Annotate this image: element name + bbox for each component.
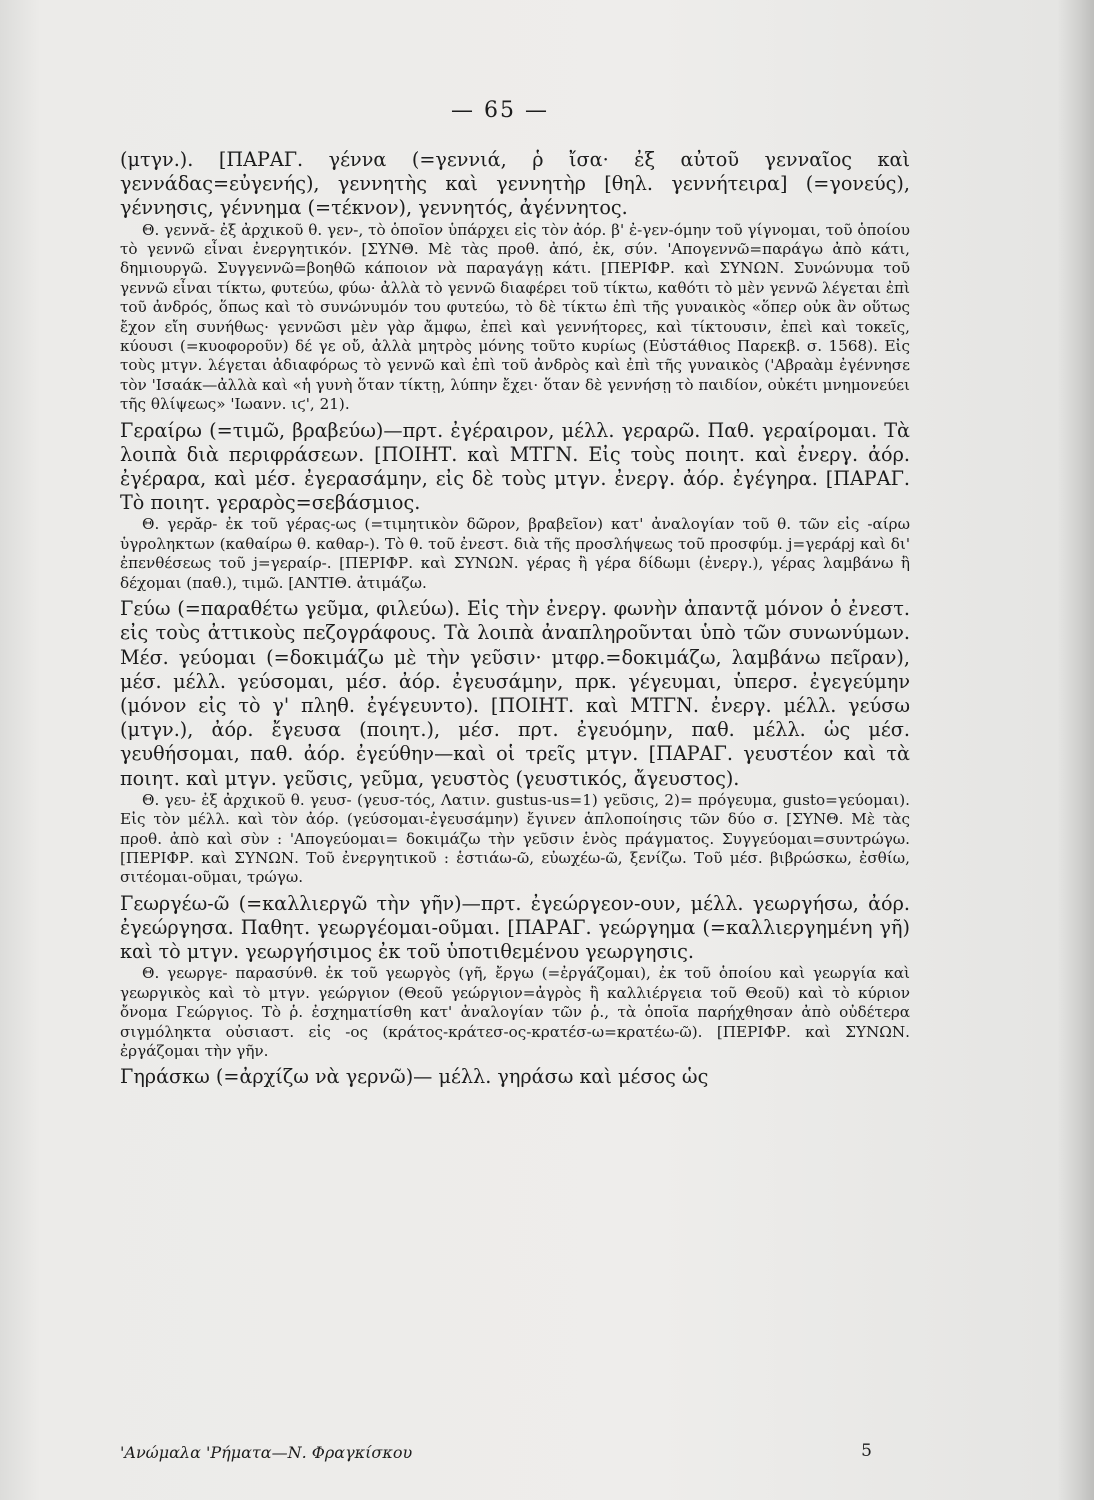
page-footer [120, 1443, 910, 1462]
entry-paragraph: (μτγν.). [ΠΑΡΑΓ. γέννα (=γεννιά, ῥ ἴσα· ἐξ αὐτοῦ γενναῖος καὶ γεννάδας=εὐγενής), γεννητὴς καὶ γεννητὴρ [θηλ. γεννήτειρα] (=γονεύς), γέννησις, γέννημα (=τέκνον), γεννητός, ἀγέννητος. [120, 148, 910, 220]
page-body [120, 148, 910, 1090]
page-number: — 65 — [451, 98, 549, 123]
etymology-paragraph: Θ. γεωργε- παρασύνθ. ἐκ τοῦ γεωργὸς (γῆ, ἔργω (=ἐργάζομαι), ἐκ τοῦ ὁποίου καὶ γεωργία καὶ γεωργικὸς καὶ τὸ μτγν. γεώργιον (Θεοῦ γεώργιον=ἀγρὸς ἢ καλλιέργεια τοῦ Θεοῦ) καὶ τὸ κύριον ὄνομα Γεώργιος. Τὸ ῥ. ἐσχηματίσθη κατ' ἀναλογίαν τῶν ῥ., τὰ ὁποῖα παρήχθησαν ἀπὸ οὐδέτερα σιγμόληκτα οὐσιαστ. εἰς -ος (κράτος-κράτεσ-ος-κρατέσ-ω=κρατέω-ῶ). [ΠΕΡΙΦΡ. καὶ ΣΥΝΩΝ. ἐργάζομαι τὴν γῆν. [120, 964, 910, 1060]
entry-paragraph: Γεραίρω (=τιμῶ, βραβεύω)—πρτ. ἐγέραιρον, μέλλ. γεραρῶ. Παθ. γεραίρομαι. Τὰ λοιπὰ διὰ περιφράσεων. [ΠΟΙΗΤ. καὶ ΜΤΓΝ. Εἰς τοὺς ποιητ. καὶ ἐνεργ. ἀόρ. ἐγέραρα, καὶ μέσ. ἐγερασάμην, εἰς δὲ τοὺς μτγν. ἐνεργ. ἀόρ. ἐγέγηρα. [ΠΑΡΑΓ. Τὸ ποιητ. γεραρὸς=σεβάσμιος. [120, 418, 910, 515]
etymology-paragraph: Θ. γερᾰρ- ἐκ τοῦ γέρας-ως (=τιμητικὸν δῶρον, βραβεῖον) κατ' ἀναλογίαν τοῦ θ. τῶν εἰς -αίρω ὑγροληκτων (καθαίρω θ. καθαρ-). Τὸ θ. τοῦ ἐνεστ. διὰ τῆς προσλήψεως τοῦ προσφύμ. j=γεράρj καὶ δι' ἐπενθέσεως τοῦ j=γεραίρ-. [ΠΕΡΙΦΡ. καὶ ΣΥΝΩΝ. γέρας ἢ γέρα δίδωμι (ἐνεργ.), γέρας λαμβάνω ἢ δέχομαι (παθ.), τιμῶ. [ΑΝΤΙΘ. ἀτιμάζω. [120, 515, 910, 592]
footer-book-title: 'Ανώμαλα 'Ρήματα—Ν. Φραγκίσκου [120, 1443, 413, 1462]
entry-paragraph: Γηράσκω (=ἀρχίζω νὰ γερνῶ)— μέλλ. γηράσω καὶ μέσος ὡς [120, 1065, 709, 1089]
entry-paragraph: Γεωργέω-ῶ (=καλλιεργῶ τὴν γῆν)—πρτ. ἐγεώργεον-ουν, μέλλ. γεωργήσω, ἀόρ. ἐγεώργησα. Παθητ. γεωργέομαι-οῦμαι. [ΠΑΡΑΓ. γεώργημα (=καλλιεργημένη γῆ) καὶ τὸ μτγν. γεωργήσιμος ἐκ τοῦ ὑποτιθεμένου γεωργησις. [120, 891, 910, 964]
etymology-paragraph: Θ. γεννᾰ- ἐξ ἀρχικοῦ θ. γεν-, τὸ ὁποῖον ὑπάρχει εἰς τὸν ἀόρ. β' ἐ-γεν-όμην τοῦ γίγνομαι, τοῦ ὁποίου τὸ γεννῶ εἶναι ἐνεργητικόν. [ΣΥΝΘ. Μὲ τὰς προθ. ἀπό, ἐκ, σύν. 'Απογεννῶ=παράγω ἀπὸ κάτι, δημιουργῶ. Συγγεννῶ=βοηθῶ κάποιον νὰ παραγάγῃ κάτι. [ΠΕΡΙΦΡ. καὶ ΣΥΝΩΝ. Συνώνυμα τοῦ γεννῶ εἶναι τίκτω, φυτεύω, φύω· ἀλλὰ τὸ γεννῶ διαφέρει τοῦ τίκτω, καθότι τὸ μὲν γεννῶ λέγεται ἐπὶ τοῦ ἀνδρός, ὅπως καὶ τὸ συνώνυμόν του φυτεύω, τὸ δὲ τίκτω ἐπὶ τῆς γυναικὸς «ὅπερ οὐκ ἂν οὕτως ἔχον εἴη συνήθως· γεννῶσι μὲν γὰρ ἄμφω, ἐπεὶ καὶ γεννήτορες, καὶ τίκτουσιν, ἐπεὶ καὶ τοκεῖς, κύουσι (=κυοφοροῦν) δέ γε οὔ, ἀλλὰ μητρὸς μόνης τοῦτο κυρίως (Εὐστάθιος Παρεκβ. σ. 1568). Εἰς τοὺς μτγν. λέγεται ἀδιαφόρως τὸ γεννῶ καὶ ἐπὶ τοῦ ἀνδρὸς καὶ ἐπὶ τῆς γυναικὸς ('Αβραὰμ ἐγέννησε τὸν 'Ισαάκ—ἀλλὰ καὶ «ἡ γυνὴ ὅταν τίκτῃ, λύπην ἔχει· ὅταν δὲ γεννήσῃ τὸ παιδίον, οὐκέτι μνημονεύει τῆς θλίψεως» 'Ιωανν. ιϛ', 21). [120, 220, 910, 414]
page-spine-shadow [1058, 0, 1094, 1500]
signature-mark: 5 [861, 1441, 872, 1461]
entry-paragraph: Γεύω (=παραθέτω γεῦμα, φιλεύω). Εἰς τὴν ἐνεργ. φωνὴν ἀπαντᾷ μόνον ὁ ἐνεστ. εἰς τοὺς ἀττικοὺς πεζογράφους. Τὰ λοιπὰ ἀναπληροῦνται ὑπὸ τῶν συνωνύμων. Μέσ. γεύομαι (=δοκιμάζω μὲ τὴν γεῦσιν· μτφρ.=δοκιμάζω, λαμβάνω πεῖραν), μέσ. μέλλ. γεύσομαι, μέσ. ἀόρ. ἐγευσάμην, πρκ. γέγευμαι, ὑπερσ. ἐγεγεύμην (μόνον εἰς τὸ γ' πληθ. ἐγέγευντο). [ΠΟΙΗΤ. καὶ ΜΤΓΝ. ἐνεργ. μέλλ. γεύσω (μτγν.), ἀόρ. ἔγευσα (ποιητ.), μέσ. πρτ. ἐγευόμην, παθ. μέλλ. ὡς μέσ. γευθήσομαι, παθ. ἀόρ. ἐγεύθην—καὶ οἱ τρεῖς μτγν. [ΠΑΡΑΓ. γευστέον καὶ τὰ ποιητ. καὶ μτγν. γεῦσις, γεῦμα, γευστὸς (γευστικός, ἄγευστος). [120, 597, 910, 790]
etymology-paragraph: Θ. γευ- ἐξ ἀρχικοῦ θ. γευσ- (γευσ-τός, Λατιν. gustus-us=1) γεῦσις, 2)= πρόγευμα, gusto=γεύομαι). Εἰς τὸν μέλλ. καὶ τὸν ἀόρ. (γεύσομαι-ἐγευσάμην) ἔγινεν ἁπλοποίησις τῶν δύο σ. [ΣΥΝΘ. Μὲ τὰς προθ. ἀπὸ καὶ σὺν : 'Απογεύομαι= δοκιμάζω τὴν γεῦσιν ἑνὸς πράγματος. Συγγεύομαι=συντρώγω. [ΠΕΡΙΦΡ. καὶ ΣΥΝΩΝ. Τοῦ ἐνεργητικοῦ : ἑστιάω-ῶ, εὐωχέω-ῶ, ξενίζω. Τοῦ μέσ. βιβρώσκω, ἐσθίω, σιτέομαι-οῦμαι, τρώγω. [120, 790, 910, 887]
